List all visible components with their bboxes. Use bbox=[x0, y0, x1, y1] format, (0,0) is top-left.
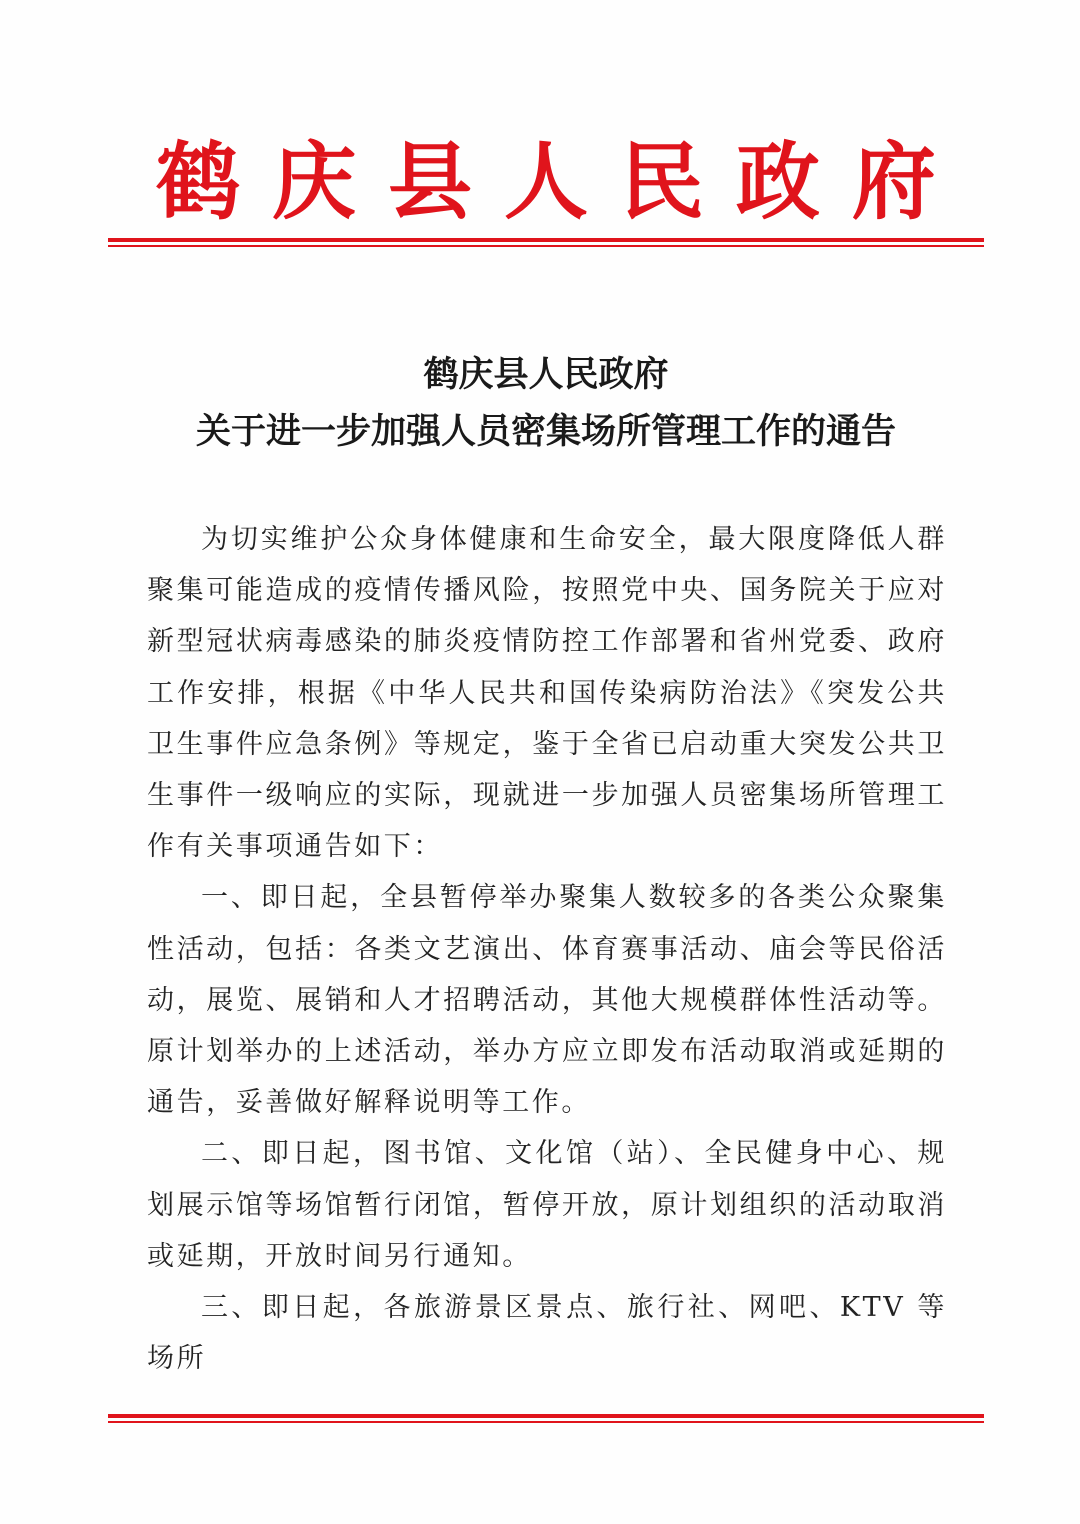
masthead bbox=[108, 132, 984, 232]
masthead-char: 人 bbox=[503, 132, 588, 231]
masthead-char: 民 bbox=[619, 132, 704, 231]
footer-red-rule-thick bbox=[108, 1414, 984, 1418]
masthead-char: 府 bbox=[851, 132, 936, 231]
body-paragraph-item1: 一、即日起，全县暂停举办聚集人数较多的各类公众聚集性活动，包括：各类文艺演出、体育赛事活动、庙会等民俗活动，展览、展销和人才招聘活动，其他大规模群体性活动等。原计划举办的上述活动，举办方应立即发布活动取消或延期的通告，妥善做好解释说明等工作。 bbox=[147, 882, 947, 1119]
document-body bbox=[147, 514, 947, 1384]
masthead-char: 政 bbox=[735, 132, 820, 231]
body-paragraph-item2: 二、即日起，图书馆、文化馆（站）、全民健身中心、规划展示馆等场馆暂行闭馆，暂停开放，原计划组织的活动取消或延期，开放时间另行通知。 bbox=[147, 1138, 947, 1272]
header-red-rule-thin bbox=[108, 245, 984, 247]
document-title-line1: 鹤庆县人民政府 bbox=[423, 354, 669, 395]
footer-red-rule-thin bbox=[108, 1421, 984, 1423]
body-paragraph-intro: 为切实维护公众身体健康和生命安全，最大限度降低人群聚集可能造成的疫情传播风险，按照党中央、国务院关于应对新型冠状病毒感染的肺炎疫情防控工作部署和省州党委、政府工作安排，根据《中华人民共和国传染病防治法》《突发公共卫生事件应急条例》等规定，鉴于全省已启动重大突发公共卫生事件一级响应的实际，现就进一步加强人员密集场所管理工作有关事项通告如下： bbox=[147, 524, 947, 863]
body-paragraph-item3: 三、即日起，各旅游景区景点、旅行社、网吧、KTV 等场所 bbox=[147, 1292, 947, 1375]
header-red-rule-thick bbox=[108, 238, 984, 242]
masthead-char: 庆 bbox=[271, 132, 356, 231]
masthead-char: 县 bbox=[387, 132, 472, 231]
masthead-char: 鹤 bbox=[156, 132, 241, 231]
document-title-line2: 关于进一步加强人员密集场所管理工作的通告 bbox=[195, 411, 896, 452]
